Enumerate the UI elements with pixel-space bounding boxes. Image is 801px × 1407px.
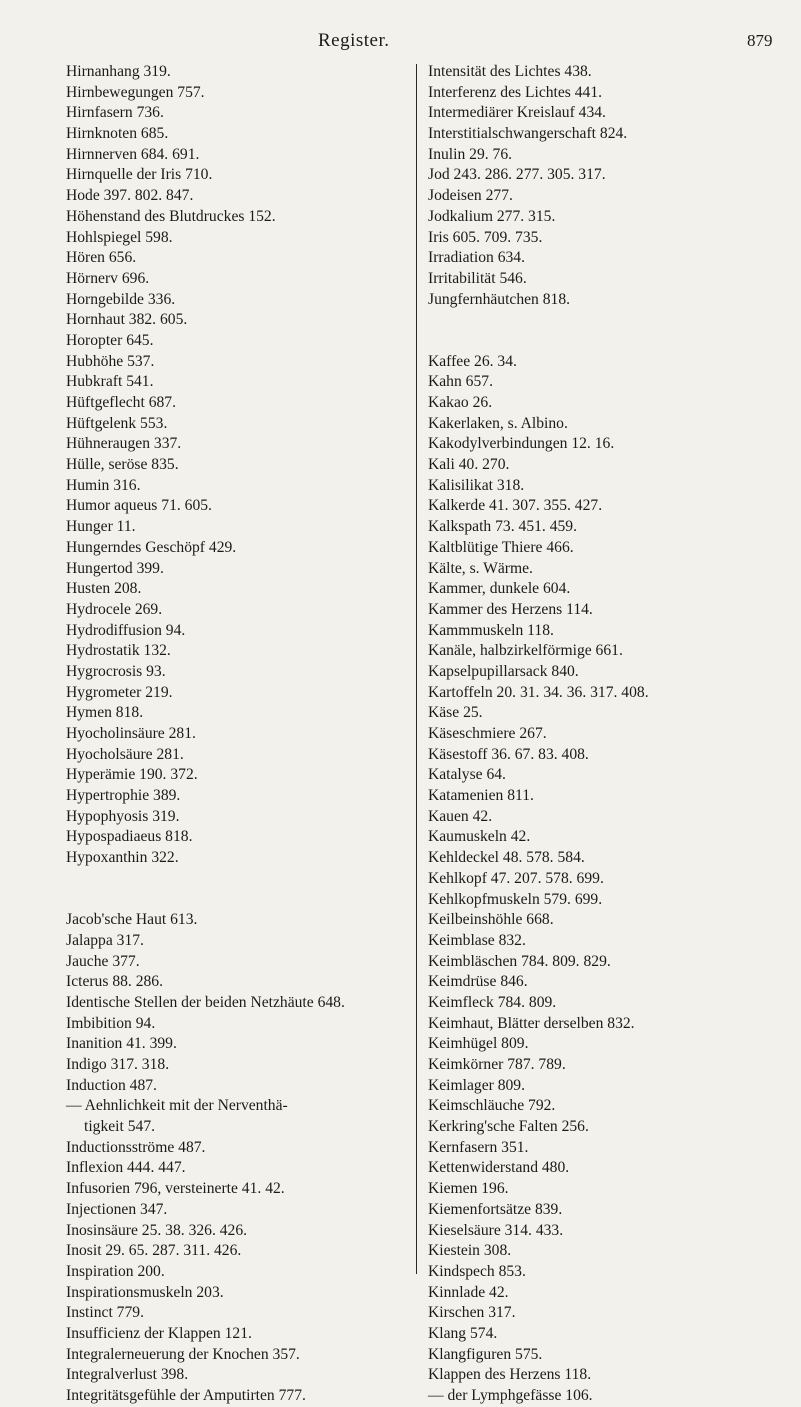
- index-entry: Hören 656.: [66, 249, 137, 267]
- index-entry: Inosit 29. 65. 287. 311. 426.: [66, 1242, 242, 1260]
- index-entry: Kaumuskeln 42.: [428, 828, 531, 846]
- index-entry: Husten 208.: [66, 580, 142, 598]
- index-entry: Kaffee 26. 34.: [428, 352, 517, 370]
- index-entry: Hörnerv 696.: [66, 269, 150, 287]
- index-entry: Kehldeckel 48. 578. 584.: [428, 849, 585, 867]
- index-entry: Integralverlust 398.: [66, 1366, 189, 1384]
- index-entry: Hirnanhang 319.: [66, 63, 171, 80]
- index-entry: Klang 574.: [428, 1324, 498, 1342]
- running-header: [0, 30, 801, 54]
- index-entry: Hymen 818.: [66, 704, 144, 722]
- index-entry: Interstitialschwangerschaft 824.: [428, 125, 628, 143]
- index-entry: Icterus 88. 286.: [66, 973, 164, 991]
- index-entry: Hohlspiegel 598.: [66, 228, 173, 246]
- index-entry: Humor aqueus 71. 605.: [66, 497, 212, 515]
- index-entry: Identische Stellen der beiden Netzhäute 648.: [66, 993, 345, 1011]
- index-entry: Hubhöhe 537.: [66, 352, 155, 370]
- index-entry: Infusorien 796, versteinerte 41. 42.: [66, 1180, 285, 1198]
- index-entry: Käsestoff 36. 67. 83. 408.: [428, 745, 589, 763]
- index-entry: Klappen des Herzens 118.: [428, 1366, 592, 1384]
- index-entry: Jacob'sche Haut 613.: [66, 911, 198, 929]
- index-entry: Irritabilität 546.: [428, 269, 527, 287]
- index-entry: Hyocholinsäure 281.: [66, 725, 196, 742]
- index-entry: Integralerneuerung der Knochen 357.: [66, 1345, 300, 1363]
- index-entry: Hypophyosis 319.: [66, 807, 180, 825]
- index-entry: Kammer, dunkele 604.: [428, 580, 571, 598]
- index-entry: Hungertod 399.: [66, 559, 164, 577]
- index-entry: Indigo 317. 318.: [66, 1056, 170, 1074]
- index-entry: Keimhaut, Blätter derselben 832.: [428, 1014, 635, 1032]
- index-entry: Humin 316.: [66, 476, 141, 494]
- index-entry: Klangfiguren 575.: [428, 1345, 543, 1363]
- index-group-h: [66, 62, 412, 869]
- index-entry: Kammer des Herzens 114.: [428, 600, 593, 618]
- index-entry: Hydrodiffusion 94.: [66, 621, 186, 639]
- index-entry: Jauche 377.: [66, 952, 140, 970]
- index-entry: Insufficienz der Klappen 121.: [66, 1324, 252, 1342]
- index-group-k: [428, 352, 788, 1407]
- index-entry: Hubkraft 541.: [66, 373, 154, 391]
- index-entry: Kalkspath 73. 451. 459.: [428, 518, 577, 536]
- index-entry: Kernfasern 351.: [428, 1138, 529, 1156]
- index-entry: Jodkalium 277. 315.: [428, 207, 556, 225]
- index-entry: Hypospadiaeus 818.: [66, 828, 193, 846]
- index-entry: Keimschläuche 792.: [428, 1097, 556, 1115]
- index-entry: Käse 25.: [428, 704, 483, 722]
- index-entry: Kieselsäure 314. 433.: [428, 1221, 564, 1239]
- index-entry: Keimblase 832.: [428, 931, 526, 949]
- index-entry: Keimhügel 809.: [428, 1035, 529, 1053]
- index-entry: Kerkring'sche Falten 256.: [428, 1118, 589, 1136]
- index-entry: Kindspech 853.: [428, 1262, 526, 1280]
- index-entry: Hydrostatik 132.: [66, 642, 171, 660]
- index-entry: Kirschen 317.: [428, 1304, 516, 1322]
- index-entry: Keimkörner 787. 789.: [428, 1056, 566, 1074]
- index-entry: Kettenwiderstand 480.: [428, 1159, 570, 1177]
- index-entry: Kakodylverbindungen 12. 16.: [428, 435, 615, 453]
- index-entry: Kinnlade 42.: [428, 1283, 509, 1301]
- index-entry: Kalkerde 41. 307. 355. 427.: [428, 497, 603, 515]
- index-entry: tigkeit 547.: [84, 1118, 156, 1136]
- index-entry: Käseschmiere 267.: [428, 725, 547, 743]
- index-group-ij-continued: [428, 62, 788, 310]
- index-entry: Keimfleck 784. 809.: [428, 993, 557, 1011]
- index-entry: Jalappa 317.: [66, 931, 144, 949]
- left-column: [66, 62, 412, 1407]
- index-entry: Hyocholsäure 281.: [66, 745, 184, 763]
- index-entry: Hüftgelenk 553.: [66, 414, 168, 432]
- index-entry: Iris 605. 709. 735.: [428, 228, 543, 246]
- index-entry: Kiemenfortsätze 839.: [428, 1200, 563, 1218]
- index-entry: Horngebilde 336.: [66, 290, 176, 308]
- index-entry: Keilbeinshöhle 668.: [428, 911, 554, 929]
- index-entry: Hode 397. 802. 847.: [66, 187, 194, 205]
- index-entry: Injectionen 347.: [66, 1200, 168, 1218]
- index-entry: Hyperämie 190. 372.: [66, 766, 198, 784]
- index-entry: Kehlkopf 47. 207. 578. 699.: [428, 869, 604, 887]
- index-entry: Intermediärer Kreislauf 434.: [428, 104, 606, 122]
- index-entry: Katalyse 64.: [428, 766, 506, 784]
- index-entry: Hülle, seröse 835.: [66, 456, 179, 474]
- index-entry: Kehlkopfmuskeln 579. 699.: [428, 890, 603, 908]
- index-group-ij: [66, 910, 412, 1407]
- index-entry: Hirnfasern 736.: [66, 104, 164, 122]
- index-entry: Kiestein 308.: [428, 1242, 512, 1260]
- index-entry: Kapselpupillarsack 840.: [428, 662, 579, 680]
- right-column: [428, 62, 788, 1407]
- index-entry: Inosinsäure 25. 38. 326. 426.: [66, 1221, 248, 1239]
- index-entry: — der Lymphgefässe 106.: [428, 1387, 593, 1405]
- index-entry: Kakerlaken, s. Albino.: [428, 414, 568, 432]
- index-entry: Keimbläschen 784. 809. 829.: [428, 952, 611, 970]
- index-entry: Hüftgeflecht 687.: [66, 394, 176, 411]
- index-entry: Hirnknoten 685.: [66, 125, 169, 143]
- index-entry: Jungfernhäutchen 818.: [428, 290, 571, 308]
- index-entry: Inanition 41. 399.: [66, 1035, 177, 1053]
- index-entry: Instinct 779.: [66, 1304, 144, 1322]
- index-entry: Inspirationsmuskeln 203.: [66, 1283, 224, 1301]
- index-entry: Hungerndes Geschöpf 429.: [66, 538, 237, 556]
- index-entry: Intensität des Lichtes 438.: [428, 63, 592, 80]
- index-entry: Hornhaut 382. 605.: [66, 311, 188, 329]
- index-entry: Inulin 29. 76.: [428, 145, 513, 163]
- group-gap: [428, 310, 788, 351]
- index-entry: Kammmuskeln 118.: [428, 621, 554, 639]
- index-entry: Keimlager 809.: [428, 1076, 525, 1094]
- index-entry: Katamenien 811.: [428, 787, 534, 805]
- page-number: 879: [747, 31, 773, 50]
- index-entry: Hühneraugen 337.: [66, 435, 182, 453]
- index-entry: Jod 243. 286. 277. 305. 317.: [428, 166, 606, 184]
- column-divider: [416, 64, 417, 1274]
- index-entry: Kalisilikat 318.: [428, 476, 525, 494]
- group-gap: [66, 869, 412, 910]
- index-entry: Hirnbewegungen 757.: [66, 83, 205, 101]
- index-entry: Hunger 11.: [66, 518, 136, 536]
- index-entry: Interferenz des Lichtes 441.: [428, 83, 603, 101]
- index-entry: Inductionsströme 487.: [66, 1138, 206, 1156]
- index-entry: Kiemen 196.: [428, 1180, 509, 1198]
- index-entry: Integritätsgefühle der Amputirten 777.: [66, 1387, 306, 1405]
- index-entry: Inspiration 200.: [66, 1262, 165, 1280]
- index-entry: Hypoxanthin 322.: [66, 849, 179, 867]
- index-entry: Jodeisen 277.: [428, 187, 513, 205]
- index-entry: Höhenstand des Blutdruckes 152.: [66, 207, 276, 225]
- index-entry: Kälte, s. Wärme.: [428, 559, 533, 577]
- index-entry: Kartoffeln 20. 31. 34. 36. 317. 408.: [428, 683, 649, 701]
- index-entry: — Aehnlichkeit mit der Nerventhä-: [66, 1097, 288, 1115]
- index-entry: Hypertrophie 389.: [66, 787, 181, 805]
- index-entry: Induction 487.: [66, 1076, 157, 1094]
- index-entry: Kanäle, halbzirkelförmige 661.: [428, 642, 623, 660]
- index-entry: Irradiation 634.: [428, 249, 525, 267]
- index-entry: Imbibition 94.: [66, 1014, 156, 1032]
- index-entry: Hydrocele 269.: [66, 600, 163, 618]
- index-entry: Horopter 645.: [66, 331, 154, 349]
- index-entry: Kakao 26.: [428, 394, 493, 412]
- index-entry: Hirnquelle der Iris 710.: [66, 166, 213, 184]
- index-entry: Hygrometer 219.: [66, 683, 173, 701]
- index-entry: Kaltblütige Thiere 466.: [428, 538, 574, 556]
- index-entry: Hirnnerven 684. 691.: [66, 145, 200, 163]
- index-entry: Kali 40. 270.: [428, 456, 510, 474]
- index-entry: Kahn 657.: [428, 373, 493, 391]
- index-entry: Inflexion 444. 447.: [66, 1159, 186, 1177]
- page-title: Register.: [318, 30, 390, 51]
- index-entry: Hygrocrosis 93.: [66, 662, 166, 680]
- index-entry: Keimdrüse 846.: [428, 973, 528, 991]
- index-entry: Kauen 42.: [428, 807, 493, 825]
